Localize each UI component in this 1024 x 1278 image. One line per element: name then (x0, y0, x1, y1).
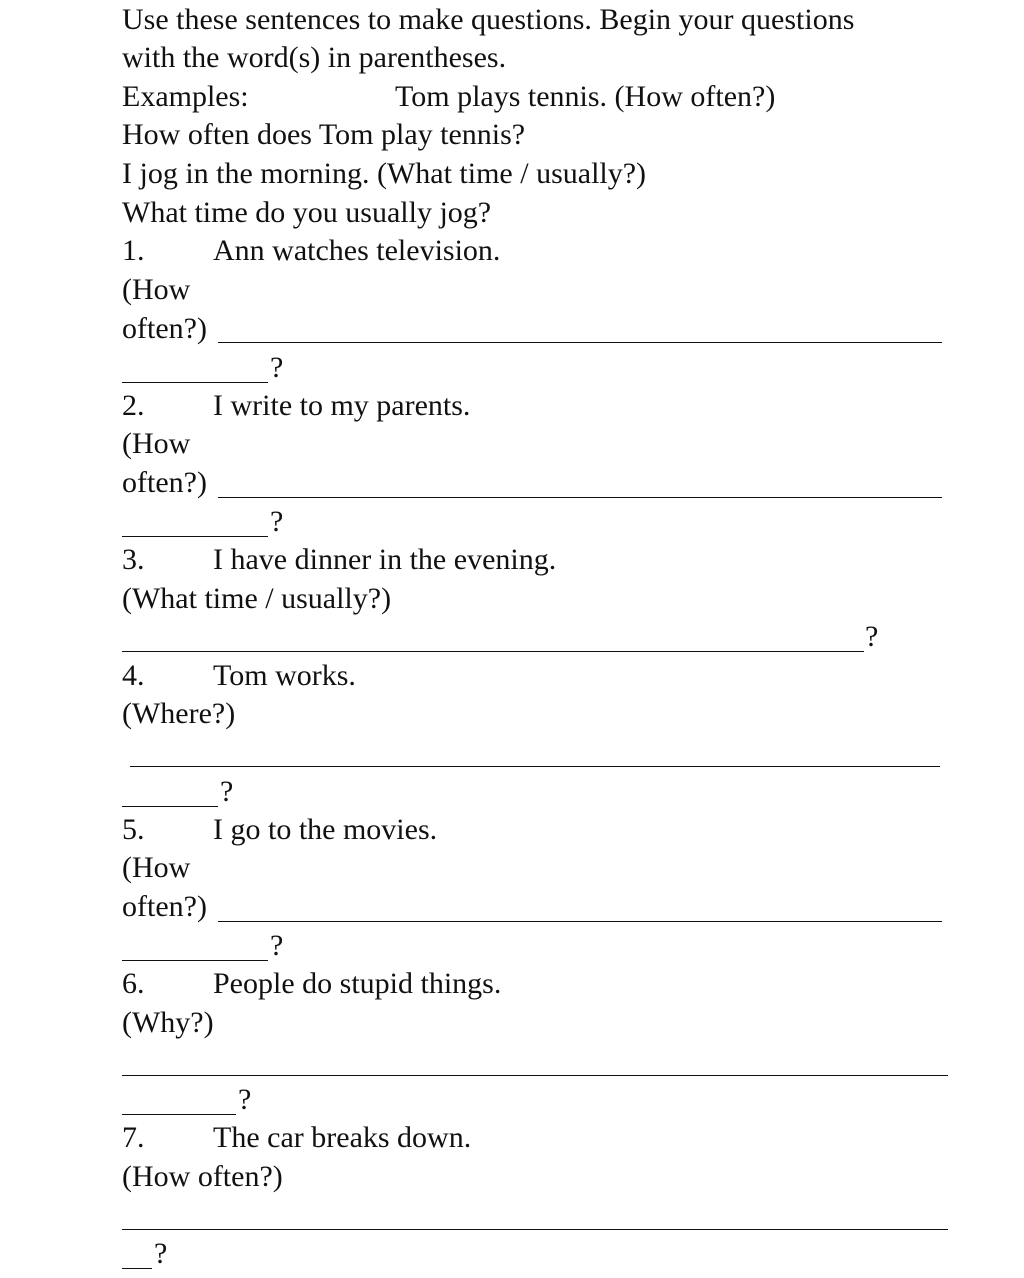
item-4-sentence: Tom works. (213, 659, 356, 692)
item-4-question-mark: ? (220, 775, 234, 808)
item-5-sentence: I go to the movies. (213, 813, 438, 846)
item-6-number: 6. (122, 967, 145, 1000)
item-4-answer-blank-end[interactable] (122, 806, 218, 807)
item-2-sentence-row (122, 387, 470, 425)
item-1-answer-blank-end[interactable] (122, 382, 268, 383)
item-4-sentence-row (122, 657, 356, 695)
example-2-prompt: I jog in the morning. (What time / usually?) (122, 157, 647, 190)
item-5-sentence-row (122, 811, 437, 849)
item-5-question-mark: ? (270, 929, 284, 962)
item-6-cue: (Why?) (122, 1006, 214, 1039)
item-7-question-mark: ? (154, 1237, 168, 1270)
item-6-sentence-row (122, 965, 501, 1003)
item-5-answer-blank[interactable] (218, 921, 942, 922)
item-6-answer-blank[interactable] (122, 1075, 948, 1076)
item-2-cue-b: often?) (122, 466, 207, 499)
item-7-sentence: The car breaks down. (213, 1121, 472, 1154)
item-5-cue-a: (How (122, 851, 191, 884)
item-1-answer-blank[interactable] (218, 342, 942, 343)
item-3-number: 3. (122, 543, 145, 576)
item-2-cue-a: (How (122, 427, 191, 460)
item-2-question-mark: ? (270, 505, 284, 538)
item-5-cue-b: often?) (122, 890, 207, 923)
item-2-sentence: I write to my parents. (213, 389, 471, 422)
item-6-question-mark: ? (238, 1083, 252, 1116)
item-6-sentence: People do stupid things. (213, 967, 502, 1000)
item-4-answer-blank[interactable] (130, 766, 940, 767)
item-3-sentence-row (122, 541, 556, 579)
item-2-answer-blank[interactable] (218, 497, 942, 498)
item-3-answer-blank[interactable] (122, 651, 864, 652)
item-1-sentence-row (122, 232, 500, 270)
item-1-cue-a: (How (122, 273, 191, 306)
examples-label: Examples: (122, 80, 249, 113)
item-3-cue: (What time / usually?) (122, 582, 392, 615)
item-7-number: 7. (122, 1121, 145, 1154)
item-7-sentence-row (122, 1119, 471, 1157)
item-2-answer-blank-end[interactable] (122, 536, 268, 537)
example-2-answer: What time do you usually jog? (122, 196, 492, 229)
item-3-sentence: I have dinner in the evening. (213, 543, 557, 576)
item-3-question-mark: ? (865, 620, 879, 653)
item-2-number: 2. (122, 389, 145, 422)
item-1-cue-b: often?) (122, 312, 207, 345)
item-1-question-mark: ? (270, 351, 284, 384)
instructions-line-1: Use these sentences to make questions. Begin your questions (122, 3, 855, 36)
instructions-line-2: with the word(s) in parentheses. (122, 41, 507, 74)
item-4-number: 4. (122, 659, 145, 692)
item-1-number: 1. (122, 234, 145, 267)
item-7-cue: (How often?) (122, 1160, 283, 1193)
item-5-answer-blank-end[interactable] (122, 960, 268, 961)
item-7-answer-blank[interactable] (122, 1229, 948, 1230)
example-1-answer: How often does Tom play tennis? (122, 118, 526, 151)
item-1-sentence: Ann watches television. (213, 234, 501, 267)
example-1-prompt: Tom plays tennis. (How often?) (395, 80, 776, 113)
item-5-number: 5. (122, 813, 145, 846)
item-6-answer-blank-end[interactable] (122, 1114, 236, 1115)
item-7-answer-blank-end[interactable] (122, 1268, 152, 1269)
item-4-cue: (Where?) (122, 697, 236, 730)
